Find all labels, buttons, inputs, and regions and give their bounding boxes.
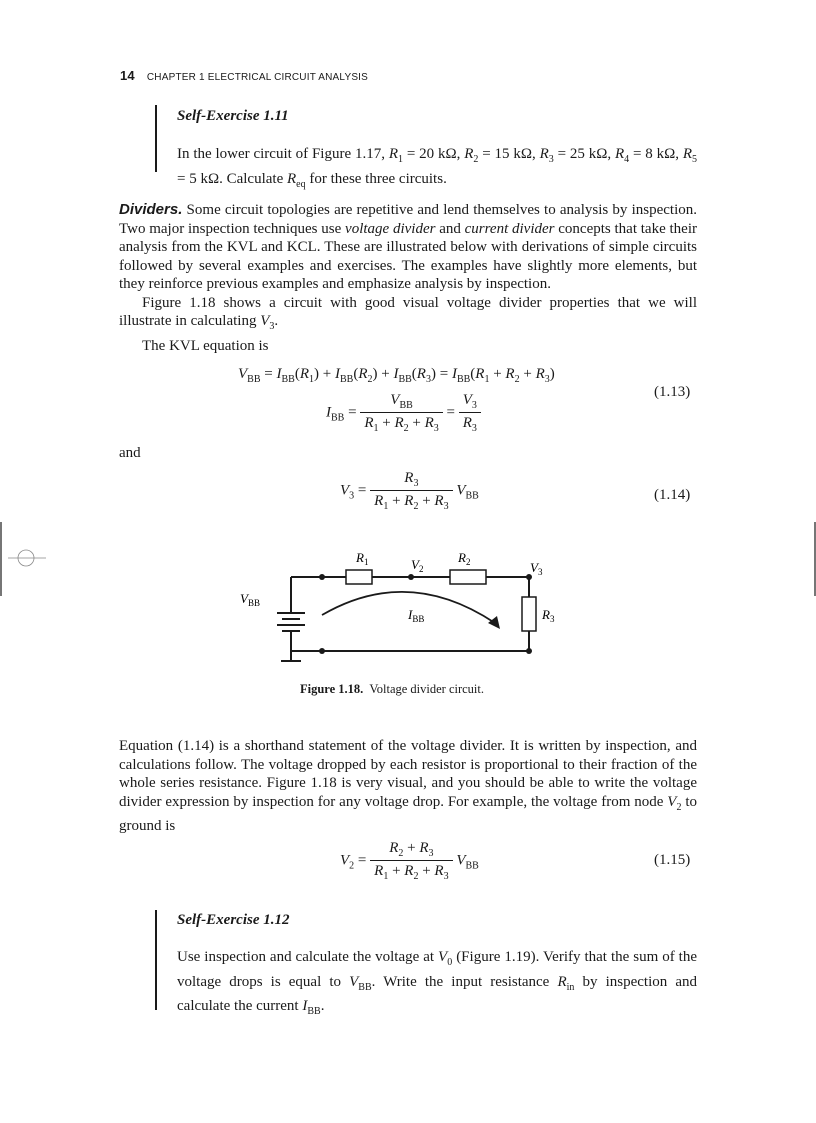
chapter-title: CHAPTER 1 ELECTRICAL CIRCUIT ANALYSIS <box>146 72 369 83</box>
running-head <box>120 68 368 83</box>
node-dot <box>526 648 532 654</box>
exercise-text: In the lower circuit of Figure 1.17, $R_1 = 20$ kΩ, $R_2 = 15$ kΩ, $R_3 = 25$ kΩ, $R_4 = 8$ kΩ, $R_5 = 5$ kΩ. Calculate $R_{eq}$ for these three circuits. <box>177 146 698 190</box>
equation-number: (1.14) <box>654 487 691 503</box>
equation-v3: $V_3$ = $\frac{R_3}{R_1 + R_2 + R_3}$ $V_{BB}$ <box>340 470 479 512</box>
exercise-bar <box>155 910 157 1010</box>
equation-v2: $V_2$ = $\frac{R_2 + R_3}{R_1 + R_2 + R_3}$ $V_{BB}$ <box>340 840 479 882</box>
node-v2 <box>408 574 414 580</box>
label-r2: $R_2$ <box>458 550 471 567</box>
equation-ibb: $I_{BB}$ = $\frac{V_{BB}}{R_1 + R_2 + R_3}$ = $\frac{V_3}{R_3}$ <box>326 392 481 434</box>
resistor-r1 <box>346 570 372 584</box>
figure-caption: Figure 1.18. Voltage divider circuit. <box>300 682 485 696</box>
label-r3: $R_3$ <box>542 607 555 624</box>
section-heading: Dividers. <box>119 201 183 218</box>
dividers-section: Dividers. Some circuit topologies are repetitive and lend themselves to analysis by inspection. Two major inspection techniques use voltage divider and current divider concepts that take their analysis from the KVL and KCL. These are illustrated below with derivations of simple circuits followed by several examples and exercises. The examples have slightly more elements, but they reinforce previous examples and emphasize analysis by inspection. Figure 1.18 shows a circuit with good visual voltage divider properties that we will illustrate in calculating $V_3$. The KVL equation is <box>119 201 697 354</box>
label-v2: $V_2$ <box>411 557 424 574</box>
battery-vbb <box>277 613 305 631</box>
label-v3: $V_3$ <box>530 560 543 577</box>
voltage-divider-paragraph: Equation (1.14) is a shorthand statement of the voltage divider. It is written by inspection, and calculations follow. The voltage dropped by each resistor is proportional to their fraction of the whole series resistance. Figure 1.18 is very visual, and you should be able to write the voltage divider expression by inspection for any voltage drop. For example, the voltage from node $V_2$ to ground is <box>119 738 697 834</box>
page-number: 14 <box>120 68 135 83</box>
voltage-divider-circuit <box>230 545 590 670</box>
exercise-bar <box>155 105 157 172</box>
resistor-r3 <box>522 597 536 631</box>
and-text: and <box>119 445 141 461</box>
equation-number: (1.15) <box>654 852 691 868</box>
node-dot <box>319 648 325 654</box>
equation-kvl: $V_{BB} = I_{BB}(R_1) + I_{BB}(R_2) + I_{BB}(R_3) = I_{BB}(R_1 + R_2 + R_3)$ <box>238 366 555 385</box>
exercise-title: Self-Exercise 1.11 <box>177 108 289 124</box>
exercise-text: Use inspection and calculate the voltage at $V_0$ (Figure 1.19). Verify that the sum of the voltage drops is equal to $V_{BB}$. Write the input resistance $R_{in}$ by inspection and calculate the current $I_{BB}$. <box>177 949 698 1017</box>
label-r1: $R_1$ <box>356 550 369 567</box>
label-vbb: $V_{BB}$ <box>240 591 260 608</box>
arrowhead-icon <box>488 616 500 629</box>
equation-number: (1.13) <box>654 384 691 400</box>
exercise-title: Self-Exercise 1.12 <box>177 912 290 928</box>
resistor-r2 <box>450 570 486 584</box>
label-ibb: $I_{BB}$ <box>408 607 425 624</box>
node-dot <box>319 574 325 580</box>
